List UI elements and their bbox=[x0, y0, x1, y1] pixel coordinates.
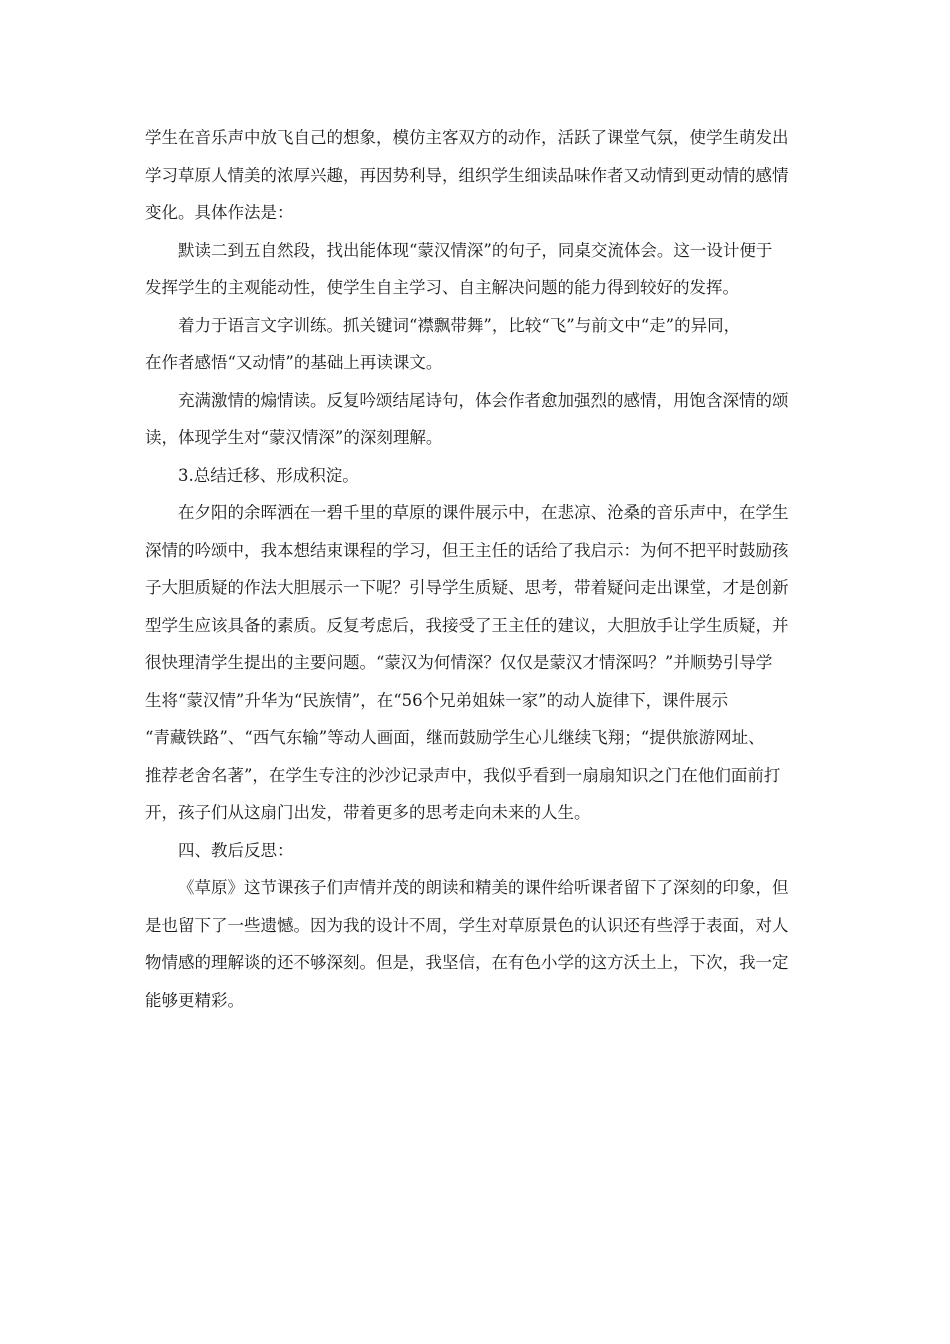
text-line: 推荐老舍名著”，在学生专注的沙沙记录声中，我似乎看到一扇扇知识之门在他们面前打 bbox=[145, 765, 781, 785]
text-line: 生将“蒙汉情”升华为“民族情”，在“56个兄弟姐妹一家”的动人旋律下，课件展示 bbox=[145, 690, 729, 710]
text-line: 发挥学生的主观能动性，使学生自主学习、自主解决问题的能力得到较好的发挥。 bbox=[145, 278, 739, 297]
text-line: 变化。具体作法是： bbox=[145, 203, 294, 222]
text-line: 很快理清学生提出的主要问题。“蒙汉为何情深？仅仅是蒙汉才情深吗？”并顺势引导学 bbox=[145, 653, 773, 672]
text-line: 学习草原人情美的浓厚兴趣，再因势利导，组织学生细读品味作者又动情到更动情的感情 bbox=[145, 165, 789, 185]
text-line: 子大胆质疑的作法大胆展示一下呢？引导学生质疑、思考，带着疑问走出课堂，才是创新 bbox=[145, 578, 789, 597]
text-line: 《草原》这节课孩子们声情并茂的朗读和精美的课件给听课者留下了深刻的印象，但 bbox=[178, 878, 789, 897]
text-line: 着力于语言文字训练。抓关键词“襟飘带舞”，比较“飞”与前文中“走”的异同， bbox=[178, 315, 741, 335]
text-line: 充满激情的煽情读。反复吟颂结尾诗句，体会作者愈加强烈的感情，用饱含深情的颂 bbox=[178, 390, 789, 410]
text-line: 型学生应该具备的素质。反复考虑后，我接受了王主任的建议，大胆放手让学生质疑，并 bbox=[145, 615, 789, 635]
text-line: 3.总结迁移、形成积淀。 bbox=[178, 465, 359, 485]
text-line: “青藏铁路”、“西气东输”等动人画面，继而鼓励学生心儿继续飞翔；“提供旅游网址、 bbox=[145, 728, 765, 747]
text-line: 深情的吟颂中，我本想结束课程的学习，但王主任的话给了我启示：为何不把平时鼓励孩 bbox=[145, 540, 789, 560]
body-text bbox=[145, 119, 810, 1019]
text-line: 学生在音乐声中放飞自己的想象，模仿主客双方的动作，活跃了课堂气氛，使学生萌发出 bbox=[145, 128, 789, 147]
text-line: 开，孩子们从这扇门出发，带着更多的思考走向未来的人生。 bbox=[145, 803, 591, 822]
text-line: 是也留下了一些遗憾。因为我的设计不周，学生对草原景色的认识还有些浮于表面，对人 bbox=[145, 915, 789, 935]
text-line: 在夕阳的余晖洒在一碧千里的草原的课件展示中，在悲凉、沧桑的音乐声中，在学生 bbox=[178, 503, 789, 522]
text-line: 能够更精彩。 bbox=[145, 990, 244, 1010]
text-line: 默读二到五自然段，找出能体现“蒙汉情深”的句子，同桌交流体会。这一设计便于 bbox=[178, 240, 773, 260]
text-line: 四、教后反思： bbox=[178, 840, 294, 860]
text-line: 物情感的理解谈的还不够深刻。但是，我坚信，在有色小学的这方沃土上，下次，我一定 bbox=[145, 953, 789, 972]
text-line: 在作者感悟“又动情”的基础上再读课文。 bbox=[145, 353, 443, 372]
text-line: 读，体现学生对“蒙汉情深”的深刻理解。 bbox=[145, 428, 443, 447]
